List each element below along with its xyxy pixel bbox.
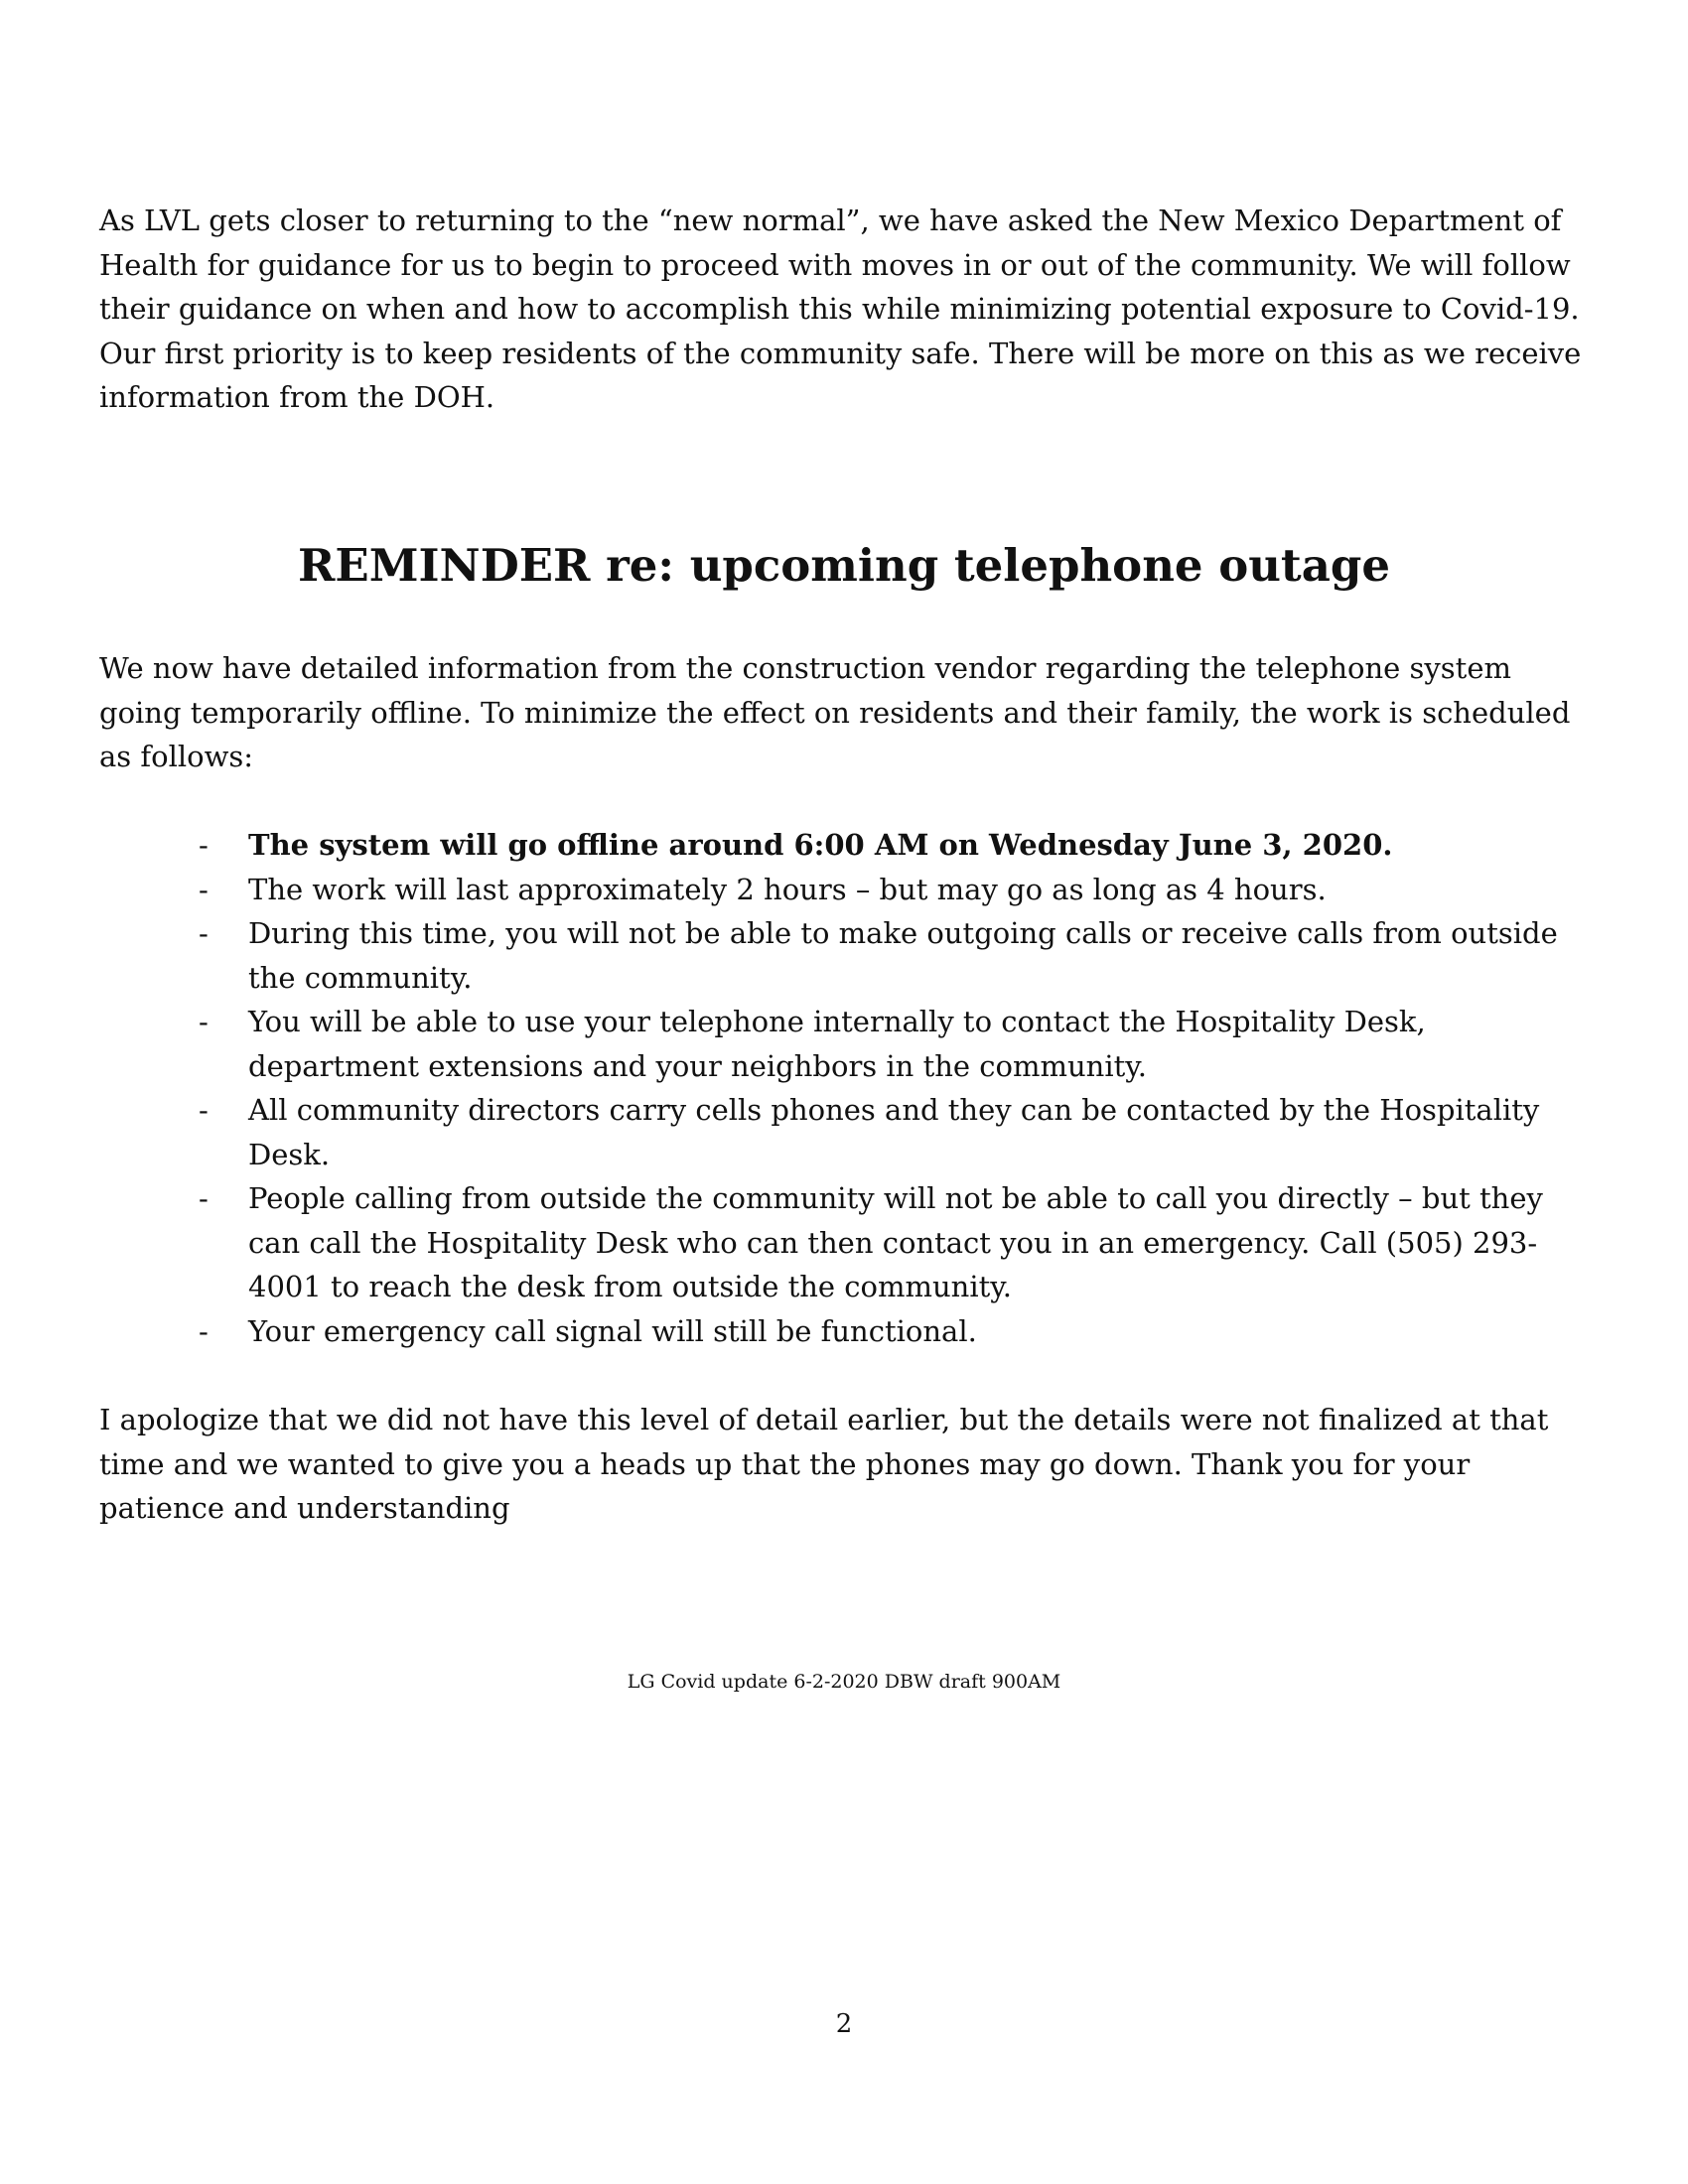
- bullet-dash: -: [199, 1093, 209, 1127]
- closing-paragraph: I apologize that we did not have this level of detail earlier, but the details were not finalized at that time and we wanted to give you a heads up that the phones may go down. Thank you for your patience and understanding: [99, 1403, 1549, 1525]
- list-item: [99, 1088, 1599, 1176]
- bullet-dash: -: [199, 916, 209, 950]
- intro-paragraph: As LVL gets closer to returning to the “new normal”, we have asked the New Mexico Department of Health for guidance for us to begin to proceed with moves in or out of the community. We will follow their guidance on when and how to accomplish this while minimizing potential exposure to Covid-19. Our first priority is to keep residents of the community safe. There will be more on this as we receive information from the DOH.: [99, 204, 1582, 414]
- list-item-text: You will be able to use your telephone internally to contact the Hospitality Desk, department extensions and your neighbors in the community.: [248, 1005, 1426, 1083]
- list-item: [99, 1309, 1599, 1354]
- list-item: [99, 1176, 1599, 1309]
- bullet-dash: -: [199, 1005, 209, 1038]
- outage-intro-paragraph: We now have detailed information from the construction vendor regarding the telephone system going temporarily offline. To minimize the effect on residents and their family, the work is scheduled as follows:: [99, 651, 1571, 773]
- bullet-dash: -: [199, 828, 209, 862]
- list-item-text: During this time, you will not be able to make outgoing calls or receive calls from outside the community.: [248, 916, 1558, 995]
- document-footer: LG Covid update 6-2-2020 DBW draft 900AM: [627, 1671, 1061, 1693]
- list-item: [99, 868, 1599, 912]
- bullet-dash: -: [199, 1181, 209, 1215]
- list-item-text: People calling from outside the community will not be able to call you directly – but they can call the Hospitality Desk who can then contact you in an emergency. Call (505) 293-4001 to reach the desk from outside the community.: [248, 1181, 1543, 1303]
- section-heading: REMINDER re: upcoming telephone outage: [298, 539, 1390, 592]
- outage-schedule-list: [99, 823, 1599, 1353]
- list-item-text: The system will go offline around 6:00 AM on Wednesday June 3, 2020.: [248, 828, 1393, 862]
- list-item-text: All community directors carry cells phones and they can be contacted by the Hospitality Desk.: [248, 1093, 1540, 1171]
- bullet-dash: -: [199, 1313, 209, 1348]
- list-item-text: Your emergency call signal will still be functional.: [248, 1313, 977, 1348]
- list-item: [99, 823, 1599, 868]
- bullet-dash: -: [199, 872, 209, 906]
- list-item-text: The work will last approximately 2 hours – but may go as long as 4 hours.: [248, 872, 1327, 906]
- list-item: [99, 1000, 1599, 1088]
- page-number: 2: [835, 2009, 853, 2039]
- list-item: [99, 911, 1599, 1000]
